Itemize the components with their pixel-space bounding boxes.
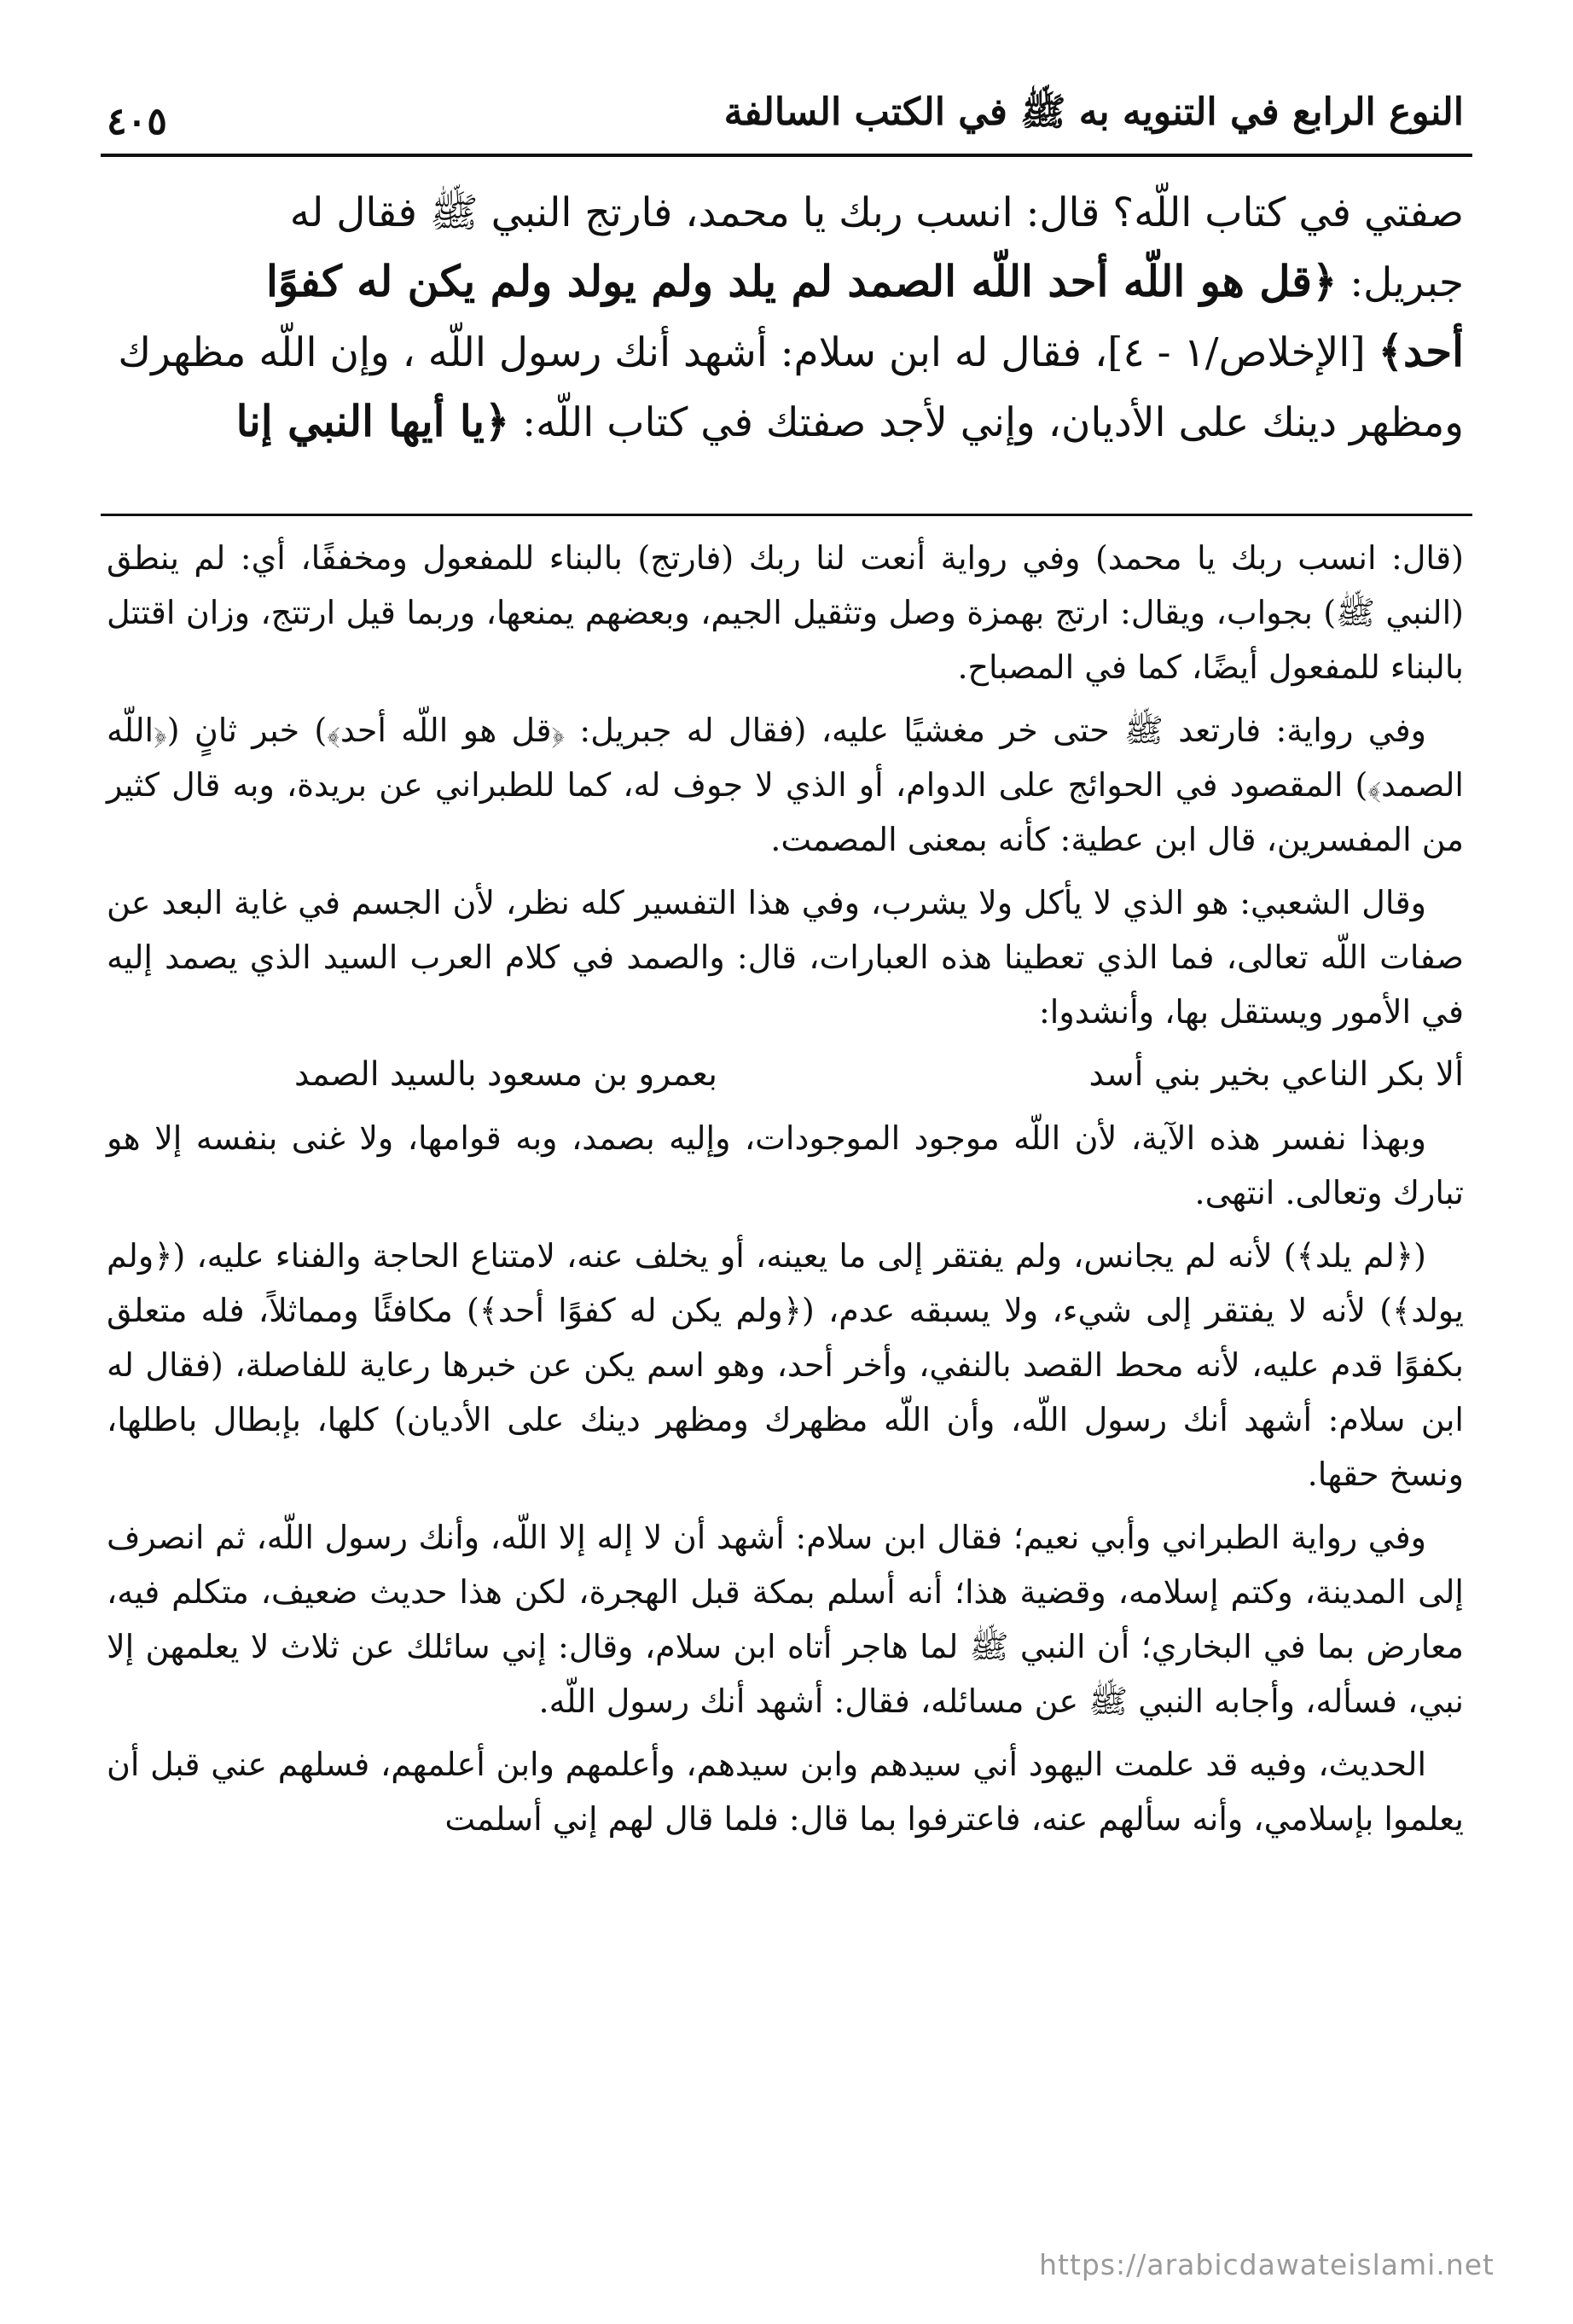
commentary-paragraph: وفي رواية: فارتعد ﷺ حتى خر مغشيًا عليه، (فقال له جبريل: ﴿قل هو اللّه أحد﴾) خبر ثانٍ (﴿اللّه الصمد﴾) المقصود في الحوائج على الدوام، أو الذي لا جوف له، كما للطبراني عن بريدة، وبه قال كثير من المفسرين، قال ابن عطية: كأنه بمعنى المصمت.: [107, 712, 1464, 858]
quran-quote: ﴿قل هو اللّه أحد اللّه الصمد لم يلد ولم يولد ولم يكن له كفوًا: [265, 256, 1338, 306]
main-line-3-text: [الإخلاص/١ - ٤]، فقال له ابن سلام: أشهد أنك رسول اللّه ، وإن اللّه مظهرك: [118, 329, 1379, 376]
main-line-1: [107, 179, 1464, 247]
main-line-3: [107, 317, 1464, 387]
main-line-2-text: جبريل:: [1337, 259, 1464, 306]
main-line-2: [107, 247, 1464, 317]
page-number: ٤٠٥: [107, 100, 167, 143]
poetry-verse: [107, 1048, 1464, 1102]
main-line-1-text: صفتي في كتاب اللّه؟ قال: انسب ربك يا محمد، فارتج النبي ﷺ فقال له: [289, 189, 1464, 236]
commentary-paragraph: (﴿لم يلد﴾) لأنه لم يجانس، ولم يفتقر إلى ما يعينه، أو يخلف عنه، لامتناع الحاجة والفناء عليه، (﴿ولم يولد﴾) لأنه لا يفتقر إلى شيء، ولا يسبقه عدم، (﴿ولم يكن له كفوًا أحد﴾) مكافئًا ومماثلاً، فله متعلق بكفوًا قدم عليه، لأنه محط القصد بالنفي، وأخر أحد، وهو اسم يكن عن خبرها رعاية للفاصلة، (فقال له ابن سلام: أشهد أنك رسول اللّه، وأن اللّه مظهرك ومظهر دينك على الأديان) كلها، بإبطال باطلها، ونسخ حقها.: [107, 1237, 1464, 1493]
header-rule: [101, 154, 1472, 157]
watermark-url: https://arabicdawateislami.net: [1039, 2248, 1495, 2281]
verse-second-hemistich: بعمرو بن مسعود بالسيد الصمد: [294, 1055, 717, 1094]
commentary-divider: [101, 514, 1472, 516]
commentary-paragraph: وقال الشعبي: هو الذي لا يأكل ولا يشرب، وفي هذا التفسير كله نظر، لأن الجسم في غاية البعد عن صفات اللّه تعالى، فما الذي تعطينا هذه العبارات، قال: والصمد في كلام العرب السيد الذي يصمد إليه في الأمور ويستقل بها، وأنشدوا:: [107, 884, 1464, 1031]
main-line-4-text: ومظهر دينك على الأديان، وإني لأجد صفتك في كتاب اللّه:: [509, 399, 1464, 446]
quran-quote-end: أحد﴾: [1378, 326, 1464, 376]
quran-quote-2: ﴿يا أيها النبي إنا: [235, 396, 510, 446]
commentary-paragraph: الحديث، وفيه قد علمت اليهود أني سيدهم وابن سيدهم، وأعلمهم وابن أعلمهم، فسلهم عني قبل أن يعلموا بإسلامي، وأنه سألهم عنه، فاعترفوا بما قال: فلما قال لهم إني أسلمت: [107, 1746, 1464, 1838]
commentary-paragraph: (قال: انسب ربك يا محمد) وفي رواية أنعت لنا ربك (فارتج) بالبناء للمفعول ومخففًا، أي: لم ينطق (النبي ﷺ) بجواب، ويقال: ارتج بهمزة وصل وتثقيل الجيم، وبعضهم يمنعها، وربما قيل ارتتج، وزان اقتتل بالبناء للمفعول أيضًا، كما في المصباح.: [107, 539, 1464, 686]
main-text: [107, 179, 1464, 457]
commentary-paragraph: وفي رواية الطبراني وأبي نعيم؛ فقال ابن سلام: أشهد أن لا إله إلا اللّه، وأنك رسول اللّه، ثم انصرف إلى المدينة، وكتم إسلامه، وقضية هذا؛ أنه أسلم بمكة قبل الهجرة، لكن هذا حديث ضعيف، متكلم فيه، معارض بما في البخاري؛ أن النبي ﷺ لما هاجر أتاه ابن سلام، وقال: إني سائلك عن ثلاث لا يعلمهن إلا نبي، فسأله، وأجابه النبي ﷺ عن مسائله، فقال: أشهد أنك رسول اللّه.: [107, 1519, 1464, 1720]
header-title: النوع الرابع في التنويه به ﷺ في الكتب السالفة: [723, 90, 1464, 134]
verse-first-hemistich: ألا بكر الناعي بخير بني أسد: [1088, 1055, 1464, 1094]
commentary-paragraph: وبهذا نفسر هذه الآية، لأن اللّه موجود الموجودات، وإليه بصمد، وبه قوامها، ولا غنى بنفسه إلا هو تبارك وتعالى. انتهى.: [107, 1119, 1464, 1211]
running-header: [107, 84, 1464, 143]
main-line-4: [107, 387, 1464, 457]
commentary: [107, 531, 1464, 1855]
